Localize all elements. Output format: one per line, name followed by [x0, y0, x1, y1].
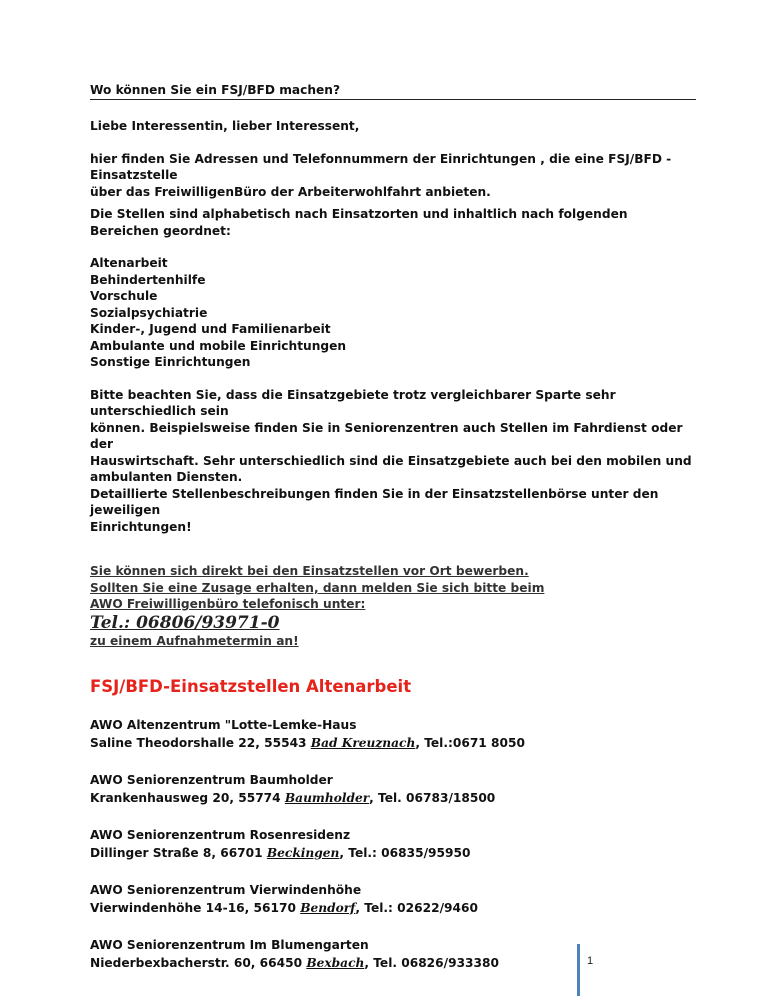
entry-name: AWO Altenzentrum "Lotte-Lemke-Haus [90, 718, 357, 732]
notice-line: ambulanten Diensten. [90, 470, 243, 484]
apply-paragraph [90, 563, 696, 649]
entry-name: AWO Seniorenzentrum Vierwindenhöhe [90, 883, 362, 897]
entry-street: Krankenhausweg 20, 55774 [90, 790, 285, 805]
page-number: 1 [587, 955, 594, 967]
notice-line: Detaillierte Stellenbeschreibungen finden Sie in der Einsatzstellenbörse unter den jeweiligen [90, 486, 659, 517]
list-item [90, 827, 696, 862]
intro-paragraph [90, 151, 696, 201]
category-item: Vorschule [90, 289, 158, 303]
entry-address [90, 900, 696, 918]
notice-paragraph [90, 387, 696, 536]
section-title-altenarbeit: FSJ/BFD-Einsatzstellen Altenarbeit [90, 677, 412, 696]
entry-address [90, 790, 696, 808]
notice-line: können. Beispielsweise finden Sie in Seniorenzentren auch Stellen im Fahrdienst oder der [90, 420, 683, 451]
entry-street: Dillinger Straße 8, 66701 [90, 845, 267, 860]
list-item [90, 772, 696, 807]
entry-street: Niederbexbacherstr. 60, 66450 [90, 955, 307, 970]
phone-number: Tel.: 06806/93971-0 [90, 612, 280, 633]
entry-city: Bad Kreuznach [310, 735, 416, 750]
apply-line: AWO Freiwilligenbüro telefonisch unter: [90, 597, 366, 611]
entry-city: Bendorf [300, 900, 356, 915]
document-content [90, 82, 696, 972]
entry-phone: , Tel. 06826/933380 [364, 955, 499, 970]
entry-street: Vierwindenhöhe 14-16, 56170 [90, 900, 301, 915]
notice-line: Hauswirtschaft. Sehr unterschiedlich sind die Einsatzgebiete auch bei den mobilen und [90, 453, 692, 468]
greeting: Liebe Interessentin, lieber Interessent, [90, 119, 360, 133]
entry-address [90, 735, 696, 753]
entry-list [90, 717, 696, 972]
intro-line: hier finden Sie Adressen und Telefonnummern der Einrichtungen , die eine FSJ/BFD - Einsatzstelle [90, 151, 672, 182]
category-list [90, 255, 696, 371]
list-item [90, 882, 696, 917]
entry-city: Beckingen [266, 845, 340, 860]
appointment-line: zu einem Aufnahmetermin an! [90, 633, 299, 648]
entry-phone: , Tel.: 06835/95950 [339, 845, 471, 860]
category-item: Kinder-, Jugend und Familienarbeit [90, 322, 331, 336]
intro-line: über das FreiwilligenBüro der Arbeiterwohlfahrt anbieten. [90, 184, 491, 199]
entry-phone: , Tel.: 02622/9460 [355, 900, 478, 915]
category-item: Behindertenhilfe [90, 272, 206, 287]
entry-name: AWO Seniorenzentrum Rosenresidenz [90, 828, 351, 842]
apply-line: Sie können sich direkt bei den Einsatzstellen vor Ort bewerben. [90, 564, 529, 578]
category-item: Ambulante und mobile Einrichtungen [90, 338, 347, 353]
entry-phone: , Tel. 06783/18500 [369, 790, 496, 805]
list-item [90, 717, 696, 752]
sorted-line: Die Stellen sind alphabetisch nach Einsatzorten und inhaltlich nach folgenden Bereichen geordnet: [90, 207, 628, 238]
page-heading: Wo können Sie ein FSJ/BFD machen? [90, 82, 696, 100]
entry-city: Bexbach [306, 955, 365, 970]
entry-phone: , Tel.:0671 8050 [415, 735, 525, 750]
entry-street: Saline Theodorshalle 22, 55543 [90, 735, 311, 750]
page-number-bar [577, 944, 580, 996]
notice-line: Bitte beachten Sie, dass die Einsatzgebiete trotz vergleichbarer Sparte sehr unterschiedlich sein [90, 387, 616, 418]
entry-city: Baumholder [284, 790, 370, 805]
entry-address [90, 845, 696, 863]
list-item [90, 937, 696, 972]
apply-line: Sollten Sie eine Zusage erhalten, dann melden Sie sich bitte beim [90, 580, 545, 595]
notice-line: Einrichtungen! [90, 519, 192, 534]
entry-name: AWO Seniorenzentrum Baumholder [90, 773, 333, 787]
category-item: Sonstige Einrichtungen [90, 355, 251, 369]
entry-name: AWO Seniorenzentrum Im Blumengarten [90, 938, 369, 952]
entry-address [90, 955, 696, 973]
category-item: Sozialpsychiatrie [90, 305, 208, 320]
category-item: Altenarbeit [90, 256, 168, 270]
